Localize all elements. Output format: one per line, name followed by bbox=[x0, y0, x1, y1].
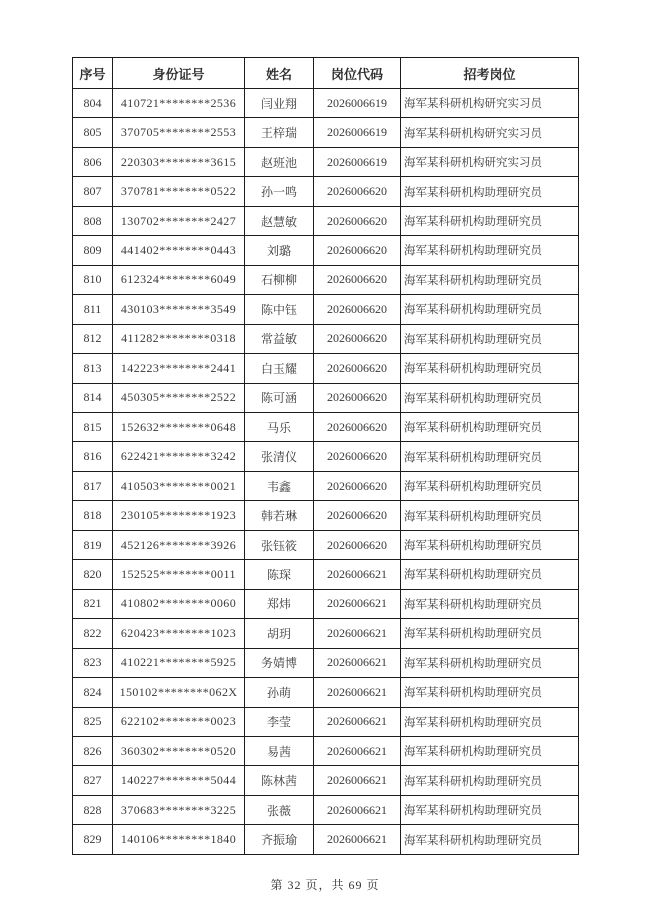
post-title-cell: 海军某科研机构研究实习员 bbox=[401, 118, 579, 147]
name-cell: 韩若琳 bbox=[245, 501, 314, 530]
post-title-cell: 海军某科研机构助理研究员 bbox=[401, 530, 579, 559]
column-header: 岗位代码 bbox=[314, 58, 401, 89]
post-code-cell: 2026006620 bbox=[314, 412, 401, 441]
id-number-cell: 430103********3549 bbox=[113, 295, 245, 324]
table-row bbox=[73, 177, 579, 206]
serial-cell: 828 bbox=[73, 795, 113, 824]
serial-cell: 816 bbox=[73, 442, 113, 471]
name-cell: 陈琛 bbox=[245, 560, 314, 589]
column-header: 身份证号 bbox=[113, 58, 245, 89]
post-title-cell: 海军某科研机构助理研究员 bbox=[401, 795, 579, 824]
page-number-footer: 第 32 页，共 69 页 bbox=[270, 878, 380, 892]
name-cell: 孙萌 bbox=[245, 678, 314, 707]
post-code-cell: 2026006620 bbox=[314, 501, 401, 530]
post-title-cell: 海军某科研机构助理研究员 bbox=[401, 177, 579, 206]
post-title-cell: 海军某科研机构研究实习员 bbox=[401, 147, 579, 176]
post-code-cell: 2026006620 bbox=[314, 471, 401, 500]
id-number-cell: 142223********2441 bbox=[113, 354, 245, 383]
post-code-cell: 2026006619 bbox=[314, 118, 401, 147]
post-title-cell: 海军某科研机构研究实习员 bbox=[401, 89, 579, 118]
post-code-cell: 2026006620 bbox=[314, 383, 401, 412]
id-number-cell: 152632********0648 bbox=[113, 412, 245, 441]
table-row bbox=[73, 324, 579, 353]
post-code-cell: 2026006619 bbox=[314, 147, 401, 176]
table-row bbox=[73, 412, 579, 441]
post-code-cell: 2026006621 bbox=[314, 619, 401, 648]
post-title-cell: 海军某科研机构助理研究员 bbox=[401, 295, 579, 324]
post-title-cell: 海军某科研机构助理研究员 bbox=[401, 766, 579, 795]
post-title-cell: 海军某科研机构助理研究员 bbox=[401, 501, 579, 530]
column-header: 序号 bbox=[73, 58, 113, 89]
post-title-cell: 海军某科研机构助理研究员 bbox=[401, 383, 579, 412]
post-title-cell: 海军某科研机构助理研究员 bbox=[401, 324, 579, 353]
name-cell: 胡玥 bbox=[245, 619, 314, 648]
post-title-cell: 海军某科研机构助理研究员 bbox=[401, 206, 579, 235]
serial-cell: 817 bbox=[73, 471, 113, 500]
table-row bbox=[73, 589, 579, 618]
name-cell: 陈林茜 bbox=[245, 766, 314, 795]
table-row bbox=[73, 471, 579, 500]
serial-cell: 804 bbox=[73, 89, 113, 118]
id-number-cell: 622421********3242 bbox=[113, 442, 245, 471]
post-title-cell: 海军某科研机构助理研究员 bbox=[401, 648, 579, 677]
post-code-cell: 2026006621 bbox=[314, 589, 401, 618]
table-row bbox=[73, 530, 579, 559]
post-code-cell: 2026006621 bbox=[314, 648, 401, 677]
serial-cell: 822 bbox=[73, 619, 113, 648]
serial-cell: 811 bbox=[73, 295, 113, 324]
name-cell: 陈中钰 bbox=[245, 295, 314, 324]
post-code-cell: 2026006620 bbox=[314, 265, 401, 294]
post-title-cell: 海军某科研机构助理研究员 bbox=[401, 736, 579, 765]
post-title-cell: 海军某科研机构助理研究员 bbox=[401, 678, 579, 707]
name-cell: 李莹 bbox=[245, 707, 314, 736]
serial-cell: 805 bbox=[73, 118, 113, 147]
post-code-cell: 2026006620 bbox=[314, 236, 401, 265]
post-code-cell: 2026006621 bbox=[314, 766, 401, 795]
serial-cell: 813 bbox=[73, 354, 113, 383]
serial-cell: 818 bbox=[73, 501, 113, 530]
id-number-cell: 410503********0021 bbox=[113, 471, 245, 500]
id-number-cell: 620423********1023 bbox=[113, 619, 245, 648]
name-cell: 赵慧敏 bbox=[245, 206, 314, 235]
table-row bbox=[73, 442, 579, 471]
post-code-cell: 2026006620 bbox=[314, 295, 401, 324]
post-title-cell: 海军某科研机构助理研究员 bbox=[401, 707, 579, 736]
post-code-cell: 2026006620 bbox=[314, 177, 401, 206]
serial-cell: 806 bbox=[73, 147, 113, 176]
post-title-cell: 海军某科研机构助理研究员 bbox=[401, 442, 579, 471]
id-number-cell: 370781********0522 bbox=[113, 177, 245, 206]
name-cell: 王梓瑞 bbox=[245, 118, 314, 147]
table-row bbox=[73, 265, 579, 294]
id-number-cell: 370705********2553 bbox=[113, 118, 245, 147]
name-cell: 赵班池 bbox=[245, 147, 314, 176]
post-title-cell: 海军某科研机构助理研究员 bbox=[401, 825, 579, 855]
id-number-cell: 452126********3926 bbox=[113, 530, 245, 559]
post-code-cell: 2026006620 bbox=[314, 324, 401, 353]
id-number-cell: 140227********5044 bbox=[113, 766, 245, 795]
post-title-cell: 海军某科研机构助理研究员 bbox=[401, 354, 579, 383]
serial-cell: 812 bbox=[73, 324, 113, 353]
serial-cell: 825 bbox=[73, 707, 113, 736]
id-number-cell: 152525********0011 bbox=[113, 560, 245, 589]
post-code-cell: 2026006621 bbox=[314, 707, 401, 736]
post-code-cell: 2026006621 bbox=[314, 678, 401, 707]
name-cell: 务婧博 bbox=[245, 648, 314, 677]
id-number-cell: 130702********2427 bbox=[113, 206, 245, 235]
post-code-cell: 2026006621 bbox=[314, 795, 401, 824]
id-number-cell: 220303********3615 bbox=[113, 147, 245, 176]
name-cell: 马乐 bbox=[245, 412, 314, 441]
table-header-row bbox=[73, 58, 579, 89]
id-number-cell: 622102********0023 bbox=[113, 707, 245, 736]
id-number-cell: 411282********0318 bbox=[113, 324, 245, 353]
id-number-cell: 150102********062X bbox=[113, 678, 245, 707]
table-row bbox=[73, 89, 579, 118]
id-number-cell: 410802********0060 bbox=[113, 589, 245, 618]
post-code-cell: 2026006620 bbox=[314, 442, 401, 471]
post-code-cell: 2026006620 bbox=[314, 206, 401, 235]
name-cell: 韦鑫 bbox=[245, 471, 314, 500]
post-title-cell: 海军某科研机构助理研究员 bbox=[401, 471, 579, 500]
table-row bbox=[73, 147, 579, 176]
id-number-cell: 441402********0443 bbox=[113, 236, 245, 265]
serial-cell: 821 bbox=[73, 589, 113, 618]
name-cell: 孙一鸣 bbox=[245, 177, 314, 206]
name-cell: 刘璐 bbox=[245, 236, 314, 265]
serial-cell: 824 bbox=[73, 678, 113, 707]
serial-cell: 810 bbox=[73, 265, 113, 294]
serial-cell: 809 bbox=[73, 236, 113, 265]
serial-cell: 807 bbox=[73, 177, 113, 206]
serial-cell: 829 bbox=[73, 825, 113, 855]
name-cell: 闫业翔 bbox=[245, 89, 314, 118]
post-title-cell: 海军某科研机构助理研究员 bbox=[401, 560, 579, 589]
id-number-cell: 410221********5925 bbox=[113, 648, 245, 677]
serial-cell: 827 bbox=[73, 766, 113, 795]
recruitment-roster-table bbox=[72, 57, 579, 855]
column-header: 招考岗位 bbox=[401, 58, 579, 89]
table-row bbox=[73, 648, 579, 677]
id-number-cell: 410721********2536 bbox=[113, 89, 245, 118]
table-row bbox=[73, 206, 579, 235]
table-row bbox=[73, 795, 579, 824]
name-cell: 石柳柳 bbox=[245, 265, 314, 294]
name-cell: 白玉耀 bbox=[245, 354, 314, 383]
table-row bbox=[73, 766, 579, 795]
id-number-cell: 612324********6049 bbox=[113, 265, 245, 294]
table-row bbox=[73, 707, 579, 736]
id-number-cell: 450305********2522 bbox=[113, 383, 245, 412]
table-row bbox=[73, 383, 579, 412]
name-cell: 常益敏 bbox=[245, 324, 314, 353]
post-title-cell: 海军某科研机构助理研究员 bbox=[401, 412, 579, 441]
serial-cell: 815 bbox=[73, 412, 113, 441]
post-code-cell: 2026006621 bbox=[314, 560, 401, 589]
table-body bbox=[73, 89, 579, 855]
table-row bbox=[73, 560, 579, 589]
post-title-cell: 海军某科研机构助理研究员 bbox=[401, 236, 579, 265]
post-title-cell: 海军某科研机构助理研究员 bbox=[401, 589, 579, 618]
table-row bbox=[73, 236, 579, 265]
post-code-cell: 2026006621 bbox=[314, 825, 401, 855]
name-cell: 易茜 bbox=[245, 736, 314, 765]
id-number-cell: 140106********1840 bbox=[113, 825, 245, 855]
table-row bbox=[73, 736, 579, 765]
table-row bbox=[73, 295, 579, 324]
name-cell: 张钰筱 bbox=[245, 530, 314, 559]
name-cell: 张清仪 bbox=[245, 442, 314, 471]
post-title-cell: 海军某科研机构助理研究员 bbox=[401, 265, 579, 294]
name-cell: 齐振瑜 bbox=[245, 825, 314, 855]
post-title-cell: 海军某科研机构助理研究员 bbox=[401, 619, 579, 648]
serial-cell: 819 bbox=[73, 530, 113, 559]
id-number-cell: 360302********0520 bbox=[113, 736, 245, 765]
name-cell: 陈可涵 bbox=[245, 383, 314, 412]
column-header: 姓名 bbox=[245, 58, 314, 89]
serial-cell: 826 bbox=[73, 736, 113, 765]
post-code-cell: 2026006619 bbox=[314, 89, 401, 118]
serial-cell: 814 bbox=[73, 383, 113, 412]
table-row bbox=[73, 501, 579, 530]
table-row bbox=[73, 678, 579, 707]
table-row bbox=[73, 619, 579, 648]
serial-cell: 823 bbox=[73, 648, 113, 677]
id-number-cell: 370683********3225 bbox=[113, 795, 245, 824]
name-cell: 张薇 bbox=[245, 795, 314, 824]
serial-cell: 808 bbox=[73, 206, 113, 235]
name-cell: 郑炜 bbox=[245, 589, 314, 618]
table-row bbox=[73, 118, 579, 147]
table-row bbox=[73, 825, 579, 855]
id-number-cell: 230105********1923 bbox=[113, 501, 245, 530]
post-code-cell: 2026006621 bbox=[314, 736, 401, 765]
serial-cell: 820 bbox=[73, 560, 113, 589]
post-code-cell: 2026006620 bbox=[314, 354, 401, 383]
table-row bbox=[73, 354, 579, 383]
post-code-cell: 2026006620 bbox=[314, 530, 401, 559]
